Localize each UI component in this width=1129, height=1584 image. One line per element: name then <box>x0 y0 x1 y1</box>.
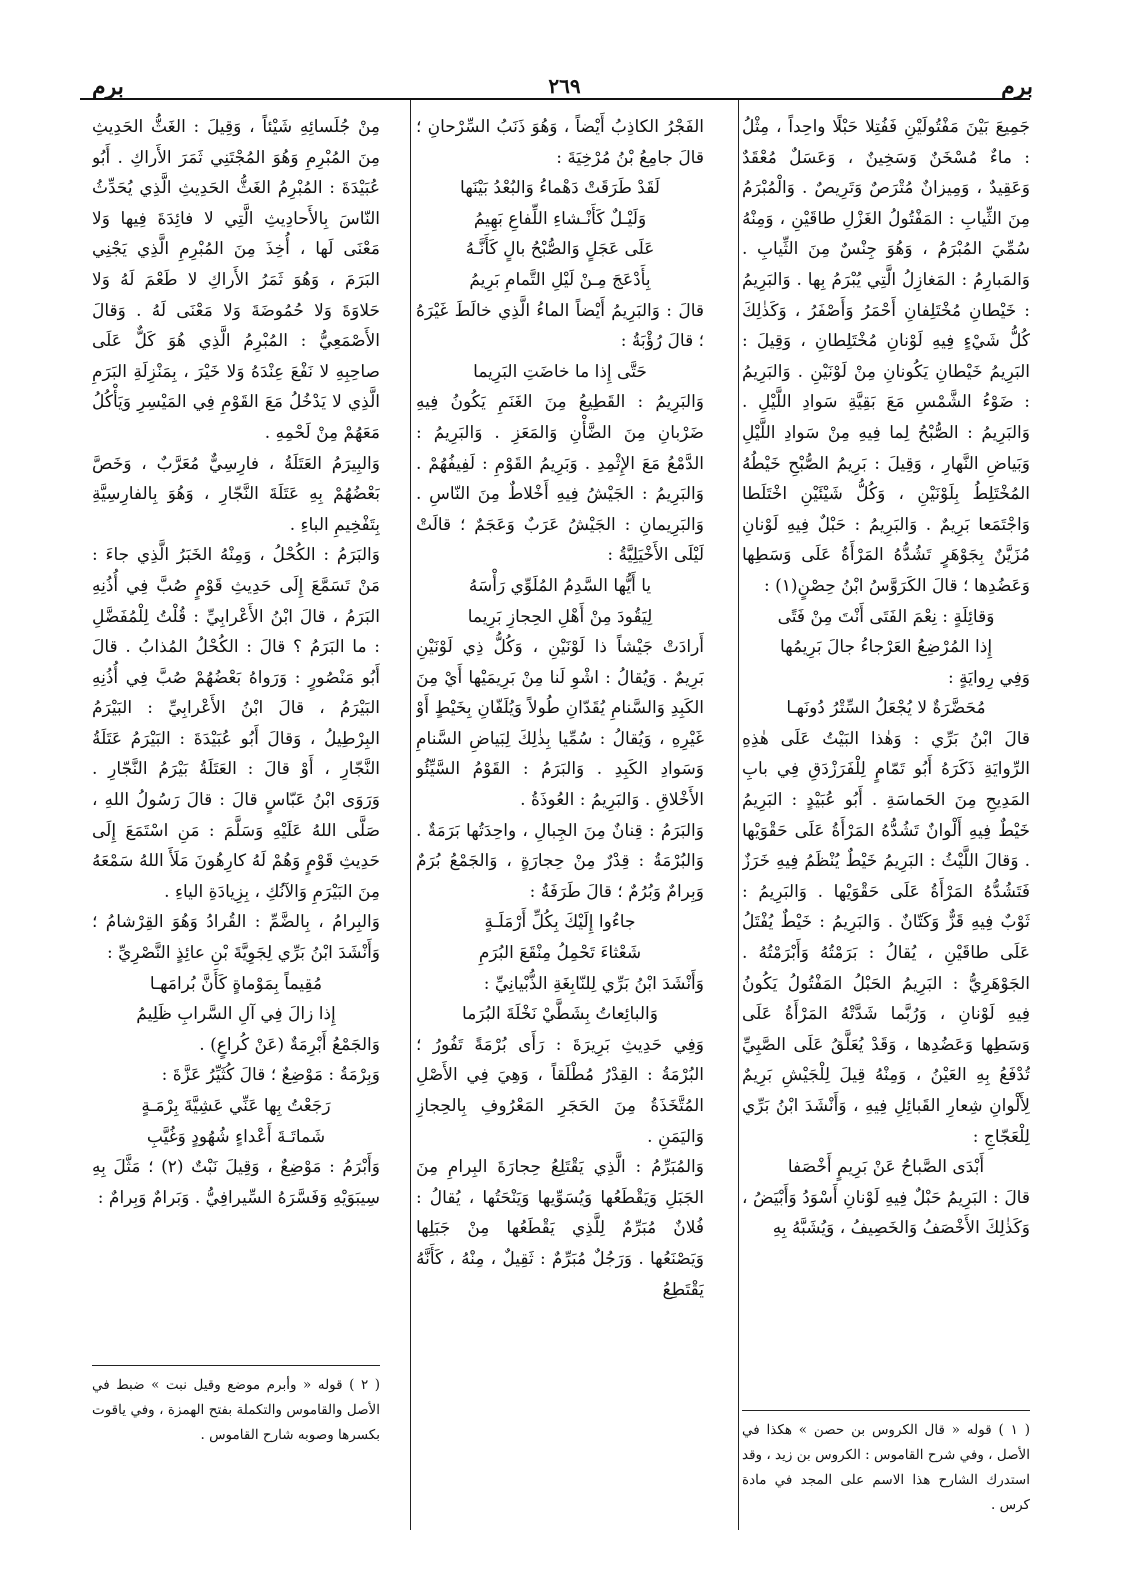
verse-line: عَلَى عَجَلٍ وَالصُّبْحُ بالٍ كَأَنَّـهُ <box>465 239 655 260</box>
footnote-rule <box>742 1410 1030 1411</box>
paragraph: أَرادَتْ جَيْشاً ذا لَوْنَيْنِ ، وَكُلُّ ذِي لَوْنَيْنِ بَرِيمٌ . وَيُقالُ : اشْوِ لَنا مِنْ بَرِيمَيْها أَيْ مِنَ الكَبِدِ وَالسَّنامِ يُقَدّانِ طُولاً وَيُلَفّانِ بِخَيْطٍ أَوْ غَيْرِهِ ، وَيُقالُ : سُمِّيا بِذٰلِكَ لِبَياضِ السَّنامِ وَسَوادِ الكَبِدِ . وَالبَرَمُ : القَوْمُ السَّيِّئُو الأَخْلاقِ . وَالبَرِيمُ : العُوذَةُ . <box>416 637 704 811</box>
text-column-left <box>92 112 380 1357</box>
verse-line: يا أَيُّها السَّدِمُ المُلَوِّي رَأْسَهُ <box>468 575 652 596</box>
footnote-left <box>92 1373 380 1448</box>
verse-line: مُحَضَّرَةٌ لا يُجْعَلُ السِّتْرُ دُونَهـا <box>786 698 986 719</box>
column-divider <box>410 100 411 1530</box>
verse-line: بِأَدْعَجَ مِـنْ لَيْلِ التَّمامِ بَرِيمُ <box>469 269 651 290</box>
column-divider <box>738 100 739 1530</box>
header-root-word-right: برم <box>1001 74 1033 100</box>
verse-line: إِذا زالَ فِي آلِ السَّرابِ ظَلِيمُ <box>136 1004 336 1025</box>
paragraph: وَالجَمْعُ أَبْرِمَةٌ (عَنْ كُراعٍ) . <box>199 1034 380 1055</box>
paragraph: قالَ : وَالبَرِيمُ أَيْضاً الماءُ الَّذِي خالَطَ غَيْرَهُ ؛ قالَ رُؤْبَةُ : <box>416 300 704 352</box>
text-column-right <box>742 112 1030 1402</box>
paragraph: وَالبَرَمُ : قِنانٌ مِنَ الجِبالِ ، واحِدَتُها بَرَمَةٌ . وَالبُرْمَةُ : قِدْرٌ مِنْ حِجارَةٍ ، وَالجَمْعُ بُرَمٌ وَبِرامٌ وَبُرُمٌ ؛ قالَ طَرَفَةُ : <box>416 820 704 902</box>
verse-line: حَتَّى إِذا ما خاضَتِ البَرِيما <box>473 361 647 382</box>
footnote-text: ( ٢ ) قوله « وأبرم موضع وقيل نبت » ضبط في الأصل والقاموس والتكملة بفتح الهمزة ، وفي ياقوت بكسرها وصوبه شارح القاموس . <box>92 1377 380 1443</box>
verse-line: إِذا المُرْضِعُ العَرْجاءُ جالَ بَرِيمُها <box>779 637 993 658</box>
footnote-right <box>742 1418 1030 1518</box>
paragraph: وَفِي رِوايَةٍ : <box>947 667 1030 688</box>
verse-line: وَلَيْـلٌ كَأَنْـشاءِ اللِّفاعِ بَهِيمُ <box>473 208 647 229</box>
verse-line: جاءُوا إِلَيْكَ بِكُلِّ أَرْمَلَـةٍ <box>484 912 636 933</box>
text-column-middle <box>416 112 704 1527</box>
paragraph: وَأَنْشَدَ ابْنُ بَرِّي لِلنّابِغَةِ الذُّبْيانِيِّ : <box>483 973 704 994</box>
paragraph: وَالبَرَمُ : الكُحْلُ ، وَمِنْهُ الخَبَرُ الَّذِي جاءَ : مَنْ تَسَمَّعَ إِلَى حَدِيثِ قَوْمٍ صُبَّ فِي أُذُنِهِ البَرَمُ ، قالَ ابْنُ الأَعْرابِيِّ : قُلْتُ لِلْمُفَضَّلِ : ما البَرَمُ ؟ قالَ : الكُحْلُ المُذابُ . قالَ أَبُو مَنْصُورٍ : وَرَواهُ بَعْضُهُمْ صُبَّ فِي أُذُنِهِ البَيْرَمُ ، قالَ ابْنُ الأَعْرابِيِّ : البَيْرَمُ البِرْطِيلُ ، وَقالَ أَبُو عُبَيْدَةَ : البَيْرَمُ عَتَلَةُ النَّجّارِ ، أَوْ قالَ : العَتَلَةُ بَيْرَمُ النَّجّارِ . وَرَوَى ابْنُ عَبّاسٍ قالَ : قالَ رَسُولُ اللهِ ، صَلَّى اللهُ عَلَيْهِ وَسَلَّمَ : مَنِ اسْتَمَعَ إِلَى حَدِيثِ قَوْمٍ وَهُمْ لَهُ كارِهُونَ مَلَأَ اللهُ سَمْعَهُ مِنَ البَيْرَمِ وَالآنُكِ ، بِزِيادَةِ الياءِ . <box>92 545 380 902</box>
paragraph: مِنْ جُلَسائِهِ شَيْئاً ، وَقِيلَ : الغَثُّ الحَدِيثِ مِنَ المُبْرِمِ وَهُوَ المُجْتَنِي ثَمَرَ الأَراكِ . أَبُو عُبَيْدَةَ : المُبْرِمُ الغَثُّ الحَدِيثِ الَّذِي يُحَدِّثُ النّاسَ بِالأَحادِيثِ الَّتِي لا فائِدَةَ فِيها وَلا مَعْنَى لَها ، أُخِذَ مِنَ المُبْرِمِ الَّذِي يَجْنِي البَرَمَ ، وَهُوَ ثَمَرُ الأَراكِ لا طَعْمَ لَهُ وَلا حَلاوَةَ وَلا حُمُوضَةَ وَلا مَعْنَى لَهُ . وَقالَ الأَصْمَعِيُّ : المُبْرِمُ الَّذِي هُوَ كَلٌّ عَلَى صاحِبِهِ لا نَفْعَ عِنْدَهُ وَلا خَيْرَ ، بِمَنْزِلَةِ البَرَمِ الَّذِي لا يَدْخُلُ مَعَ القَوْمِ فِي المَيْسِرِ وَيَأْكُلُ مَعَهُمْ مِنْ لَحْمِهِ . <box>92 117 380 443</box>
paragraph: وَبِرْمَةُ : مَوْضِعٌ ؛ قالَ كُثَيِّرُ عَزَّةَ : <box>161 1065 380 1086</box>
paragraph: وَالبِيرَمُ العَتَلَةُ ، فارِسِيٌّ مُعَرَّبٌ ، وَخَصَّ بَعْضُهُمْ بِهِ عَتَلَةَ النَّجّارِ ، وَهُوَ بِالفارِسِيَّةِ بِتَفْخِيمِ الباءِ . <box>92 453 380 535</box>
verse-line: مُقِيماً بِمَوْماةٍ كَأَنَّ بُرامَهـا <box>149 973 323 994</box>
verse-line: وَقائِلَةٍ : نِعْمَ الفَتَى أَنْتَ مِنْ فَتًى <box>777 606 995 627</box>
verse-line: أَبْدَى الصَّباحُ عَنْ بَرِيمٍ أَخْصَفا <box>787 1157 985 1178</box>
paragraph: الفَجْرُ الكاذِبُ أَيْضاً ، وَهُوَ ذَنَبُ السِّرْحانِ ؛ قالَ جامِعُ بْنُ مُرْخِيَةَ : <box>416 117 704 168</box>
paragraph: قالَ ابْنُ بَرِّي : وَهٰذا البَيْتُ عَلَى هٰذِهِ الرِّوايَةِ ذَكَرَهُ أَبُو تَمّامٍ لِلْفَرَزْدَقِ فِي بابِ المَدِيحِ مِنَ الحَماسَةِ . أَبُو عُبَيْدٍ : البَرِيمُ خَيْطٌ فِيهِ أَلْوانٌ تَشُدُّهُ المَرْأَةُ عَلَى حَقْوَيْها . وَقالَ اللَّيْثُ : البَرِيمُ خَيْطٌ يُنْظَمُ فِيهِ خَرَزٌ فَتَشُدُّهُ المَرْأَةُ عَلَى حَقْوَيْها . وَالبَرِيمُ : ثَوْبٌ فِيهِ قَزٌّ وَكَتّانٌ . وَالبَرِيمُ : خَيْطٌ يُفْتَلُ عَلَى طاقَيْنِ ، يُقالُ : بَرَمْتُهُ وَأَبْرَمْتُهُ . الجَوْهَرِيُّ : البَرِيمُ الحَبْلُ المَفْتُولُ يَكُونُ فِيهِ لَوْنانِ ، وَرُبَّما شَدَّتْهُ المَرْأَةُ عَلَى وَسَطِها وَعَضُدِها ، وَقَدْ يُعَلَّقُ عَلَى الصَّبِيِّ تُدْفَعُ بِهِ العَيْنُ ، وَمِنْهُ قِيلَ لِلْجَيْشِ بَرِيمٌ لِأَلْوانِ شِعارِ القَبائِلِ فِيهِ ، وَأَنْشَدَ ابْنُ بَرِّي لِلْعَجّاجِ : <box>742 728 1030 1147</box>
verse-line: شَعْثاءَ تَحْمِلُ مِنْقَعَ البُرَمِ <box>478 943 642 964</box>
footnote-text: ( ١ ) قوله « قال الكروس بن حصن » هكذا في الأصل ، وفي شرح القاموس : الكروس بن زيد ، وقد استدرك الشارح هذا الاسم على المجد في مادة كرس . <box>742 1422 1030 1513</box>
verse-line: لَقَدْ طَرَقَتْ دَهْماءُ وَالبُعْدُ بَيْنَها <box>460 178 660 199</box>
paragraph: وَالبِرامُ ، بِالضَّمِّ : القُرادُ وَهُوَ القِرْشامُ ؛ وَأَنْشَدَ ابْنُ بَرِّي لِجَوِيَّةَ بْنِ عائِذٍ النَّصْرِيِّ : <box>92 912 380 964</box>
paragraph: وَفِي حَدِيثِ بَرِيرَةَ : رَأَى بُرْمَةً تَفُورُ ؛ البُرْمَةُ : القِدْرُ مُطْلَقاً ، وَهِيَ فِي الأَصْلِ المُتَّخَذَةُ مِنَ الحَجَرِ المَعْرُوفِ بِالحِجازِ وَاليَمَنِ . <box>416 1034 704 1147</box>
header-root-word-left: برم <box>92 74 124 100</box>
paragraph: وَأَبْرَمُ : مَوْضِعٌ ، وَقِيلَ نَبْتٌ (٢) ؛ مَثَّلَ بِهِ سِيبَوَيْهِ وَفَسَّرَهُ السِّيرافِيُّ . وَبَرامٌ وَبِرامٌ : <box>92 1157 380 1208</box>
paragraph: وَالبَرِيمُ : القَطِيعُ مِنَ الغَنَمِ يَكُونُ فِيهِ ضَرْبانِ مِنَ الضَّأْنِ وَالمَعَزِ . وَالبَرِيمُ : الدَّمْعُ مَعَ الإِثْمِدِ . وَبَرِيمُ القَوْمِ : لَفِيفُهُمْ . وَالبَرِيمُ : الجَيْشُ فِيهِ أَخْلاطٌ مِنَ النّاسِ . وَالبَرِيمانِ : الجَيْشُ عَرَبٌ وَعَجَمٌ ؛ قالَتْ لَيْلَى الأَخْيَلِيَّةُ : <box>416 392 704 566</box>
header-rule <box>80 98 1030 100</box>
paragraph: جَمِيعَ بَيْنَ مَفْتُولَيْنِ فَفُتِلا حَبْلًا واحِداً ، مِثْلُ : ماءٌ مُسْخَنٌ وَسَخِينٌ ، وَعَسَلٌ مُعْقَدٌ وَعَقِيدٌ ، وَمِيزانٌ مُتْرَصٌ وَتَرِيصٌ . وَالْمُبْرَمُ مِنَ الثِّيابِ : المَفْتُولُ الغَزْلِ طاقَيْنِ ، وَمِنْهُ سُمِّيَ المُبْرَمُ ، وَهُوَ جِنْسٌ مِنَ الثِّيابِ . وَالمَبارِمُ : المَغازِلُ الَّتِي يُبْرَمُ بِها . وَالبَرِيمُ : خَيْطانِ مُخْتَلِفانِ أَحْمَرُ وَأَصْفَرُ ، وَكَذٰلِكَ كُلُّ شَيْءٍ فِيهِ لَوْنانِ مُخْتَلِطانِ ، وَقِيلَ : البَرِيمُ خَيْطانِ يَكُونانِ مِنْ لَوْنَيْنِ . وَالبَرِيمُ : ضَوْءُ الشَّمْسِ مَعَ بَقِيَّةِ سَوادِ اللَّيْلِ . وَالبَرِيمُ : الصُّبْحُ لِما فِيهِ مِنْ سَوادِ اللَّيْلِ وَبَياضِ النَّهارِ ، وَقِيلَ : بَرِيمُ الصُّبْحِ خَيْطُهُ المُخْتَلِطُ بِلَوْنَيْنِ ، وَكُلُّ شَيْئَيْنِ اخْتَلَطا وَاجْتَمَعا بَرِيمٌ . وَالبَرِيمُ : حَبْلٌ فِيهِ لَوْنانِ مُزَيَّنٌ بِجَوْهَرٍ تَشُدُّهُ المَرْأَةُ عَلَى وَسَطِها وَعَضُدِها ؛ قالَ الكَرَوَّسُ ابْنُ حِصْنٍ(١) : <box>742 117 1030 596</box>
verse-line: شَماتَـةَ أَعْداءٍ شُهُودٍ وَغُيَّبِ <box>146 1126 326 1147</box>
paragraph: وَالمُبَرِّمُ : الَّذِي يَقْتَلِعُ حِجارَةَ البِرامِ مِنَ الجَبَلِ وَيَقْطَعُها وَيُسَوِّيها وَيَنْحَتُها ، يُقالُ : فُلانٌ مُبَرِّمٌ لِلَّذِي يَقْطَعُها مِنْ جَبَلِها وَيَصْنَعُها . وَرَجُلٌ مُبَرِّمٌ : ثَقِيلٌ ، مِنْهُ ، كَأَنَّهُ يَقْتَطِعُ <box>416 1157 704 1300</box>
verse-line: وَالبائِعاتُ بِشَطَّيْ نَخْلَةَ البُرَما <box>462 1004 658 1025</box>
verse-line: لِيَقُودَ مِنْ أَهْلِ الحِجازِ بَرِيما <box>467 606 653 627</box>
footnote-rule <box>92 1365 380 1366</box>
verse-line: رَجَعْتُ بِها عَنِّي عَشِيَّةَ بِرْمَـةٍ <box>141 1096 331 1116</box>
page-number: ٢٦٩ <box>548 74 581 98</box>
paragraph: قالَ : البَرِيمُ حَبْلٌ فِيهِ لَوْنانِ أَسْوَدُ وَأَبْيَضُ ، وَكَذٰلِكَ الأَخْصَفُ وَالخَصِيفُ ، وَيُشَبَّهُ بِهِ <box>742 1187 1030 1239</box>
